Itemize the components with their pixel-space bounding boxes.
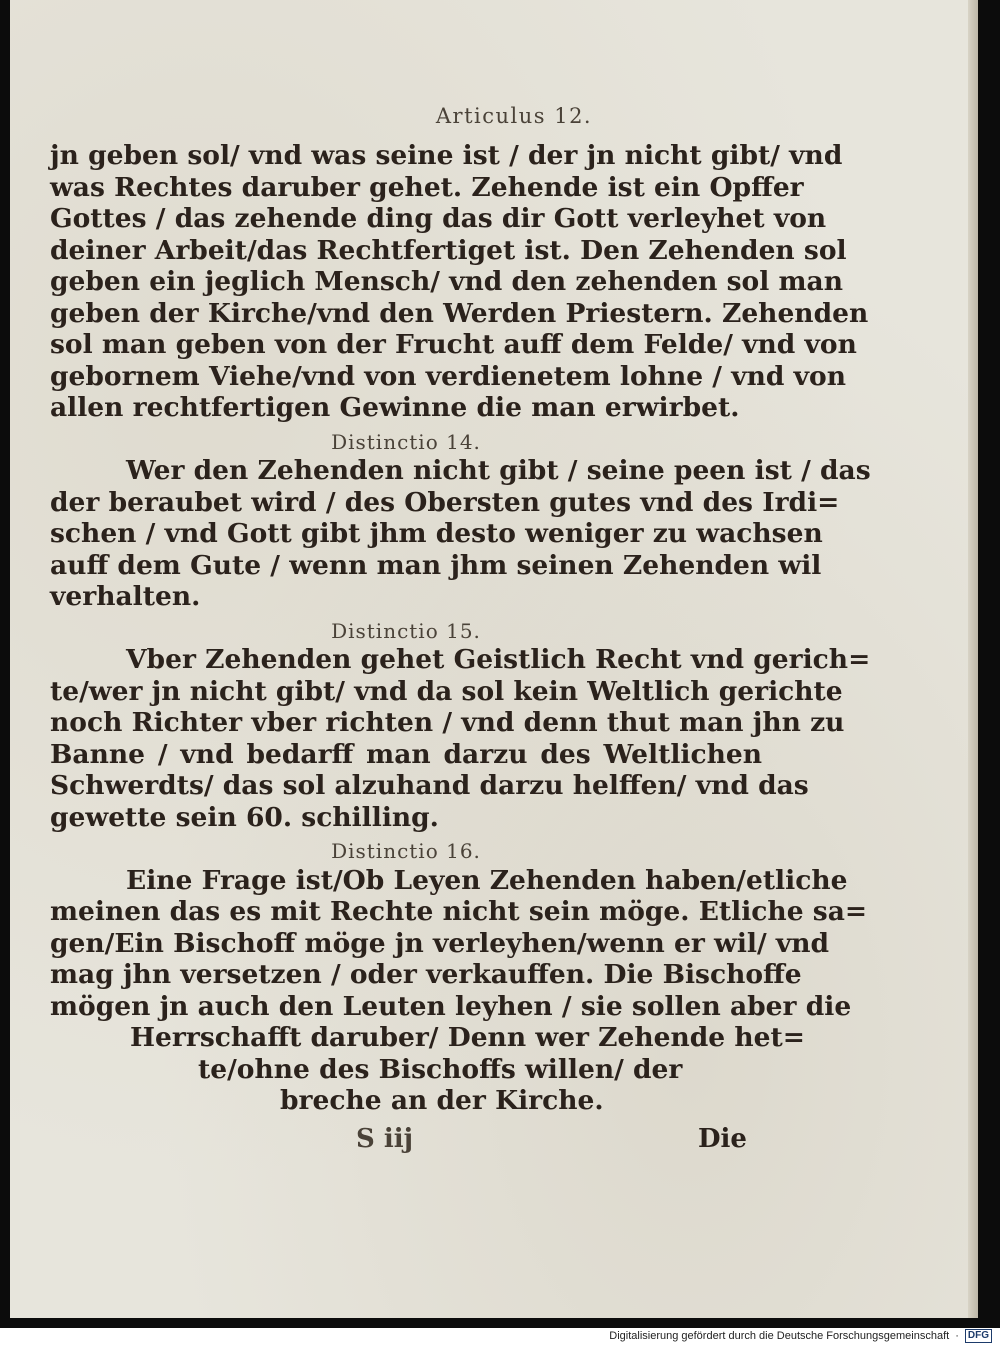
book-page (10, 0, 978, 1318)
signature-mark: S iij (356, 1124, 413, 1154)
text-line: der beraubet wird / des Obersten gutes vnd des Irdi= (50, 486, 840, 518)
text-line: breche an der Kirche. (280, 1085, 604, 1116)
text-line: gen/Ein Bischoff möge jn verleyhen/wenn er wil/ vnd (50, 927, 830, 959)
text-line: Herrschafft daruber/ Denn wer Zehende het= (130, 1022, 805, 1053)
text-line: Schwerdts/ das sol alzuhand darzu helffen/ vnd das (50, 770, 809, 801)
text-line: te/wer jn nicht gibt/ vnd da sol kein Weltlich gerichte (50, 675, 843, 707)
text-line: Gottes / das zehende ding das dir Gott verleyhet von (50, 203, 827, 234)
text-line: was Rechtes daruber gehet. Zehende ist ein Opffer (50, 171, 804, 203)
text-line: mag jhn versetzen / oder verkauffen. Die Bischoffe (50, 959, 802, 990)
text-line: schen / vnd Gott gibt jhm desto weniger zu wachsen (50, 518, 823, 549)
text-line: gebornem Viehe/vnd von verdienetem lohne / vnd von (50, 360, 846, 392)
section-heading: Distinctio 14. (331, 429, 481, 454)
text-line: geben der Kirche/vnd den Werden Priestern. Zehenden (50, 297, 869, 329)
text-line: te/ohne des Bischoffs willen/ der (198, 1053, 683, 1085)
dfg-logo-icon: DFG (965, 1329, 992, 1343)
text-line: noch Richter vber richten / vnd denn thut man jhn zu (50, 707, 845, 738)
running-head: Articulus 12. (435, 104, 593, 128)
text-line: mögen jn auch den Leuten leyhen / sie sollen aber die (50, 990, 852, 1022)
text-line: gewette sein 60. schilling. (50, 801, 439, 833)
text-line: allen rechtfertigen Gewinne die man erwirbet. (50, 392, 740, 423)
text-line: jn geben sol/ vnd was seine ist / der jn nicht gibt/ vnd (50, 140, 843, 171)
text-line: Vber Zehenden gehet Geistlich Recht vnd gerich= (126, 644, 871, 675)
page-body (50, 140, 871, 1117)
text-line: deiner Arbeit/das Rechtfertiget ist. Den Zehenden sol (50, 234, 847, 266)
text-line: Wer den Zehenden nicht gibt / seine peen ist / das (126, 455, 871, 486)
page-edge (968, 0, 978, 1318)
footer-separator: · (955, 1330, 959, 1342)
section-heading: Distinctio 16. (331, 839, 481, 863)
text-line: Eine Frage ist/Ob Leyen Zehenden haben/etliche (126, 864, 848, 896)
footer-text: Digitalisierung gefördert durch die Deutsche Forschungsgemeinschaft (609, 1330, 950, 1342)
text-line: auff dem Gute / wenn man jhm seinen Zehenden wil (50, 549, 822, 581)
text-line: Banne / vnd bedarff man darzu des Weltlichen (50, 738, 762, 770)
text-line: verhalten. (50, 581, 201, 612)
text-line: sol man geben von der Frucht auff dem Felde/ vnd von (50, 329, 857, 360)
text-line: meinen das es mit Rechte nicht sein möge. Etliche sa= (50, 896, 868, 927)
digitization-footer (609, 1326, 992, 1346)
catchword: Die (698, 1124, 747, 1154)
section-heading: Distinctio 15. (331, 618, 481, 643)
text-line: geben ein jeglich Mensch/ vnd den zehenden sol man (50, 266, 843, 297)
